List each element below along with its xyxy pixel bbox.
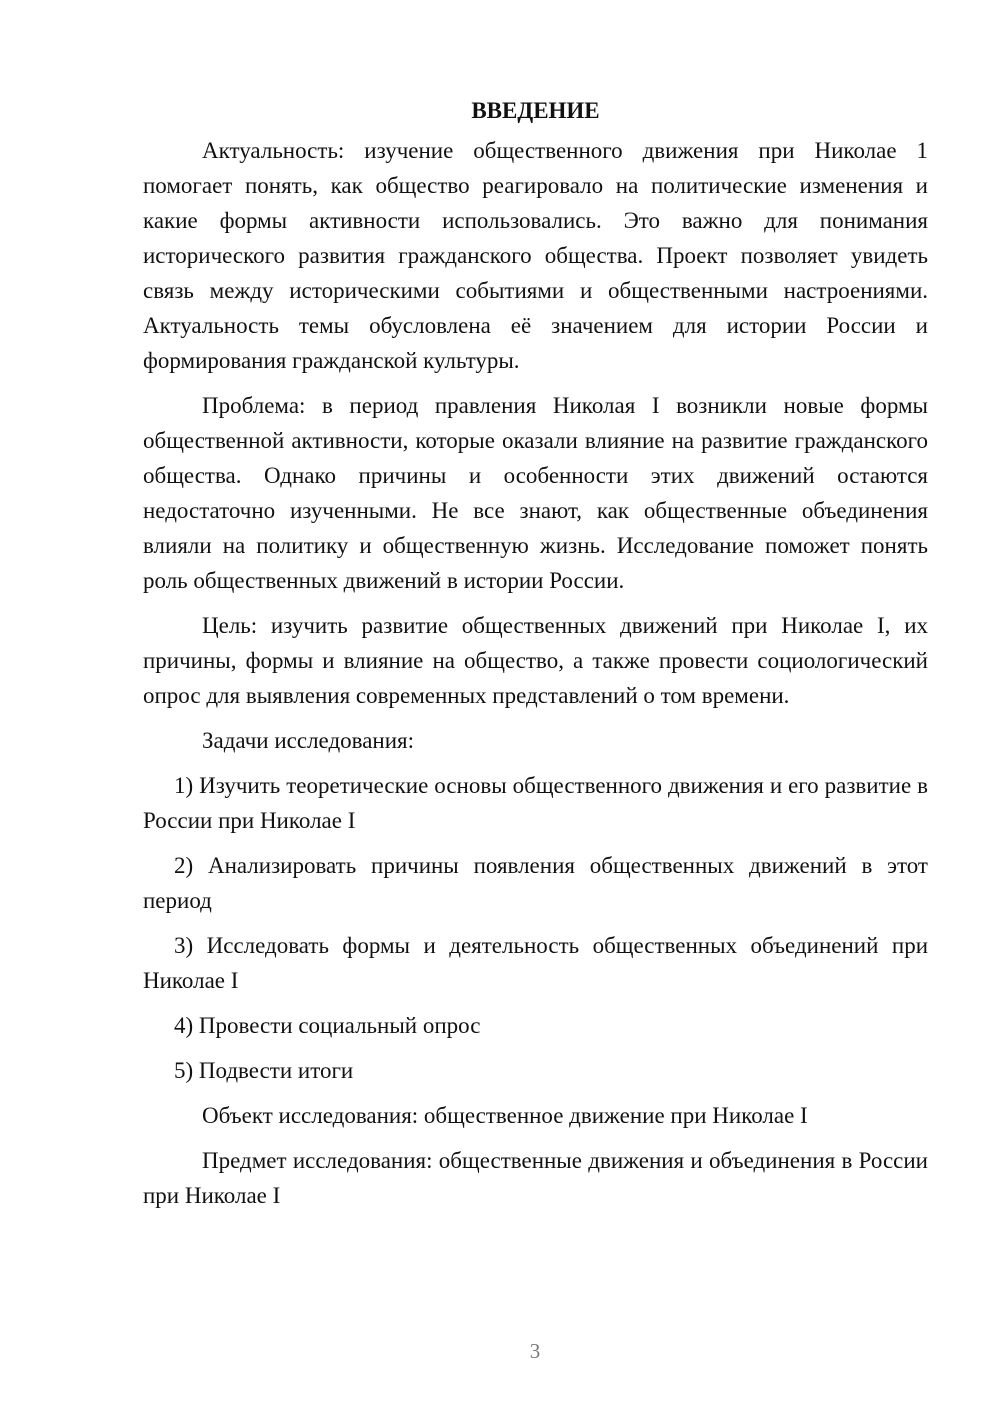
goal-paragraph: Цель: изучить развитие общественных движений при Николае I, их причины, формы и влияние на общество, а также провести социологический опрос для выявления современных представлений о том времени. <box>143 613 928 708</box>
task-item-3: 3) Исследовать формы и деятельность общественных объединений при Николае I <box>143 933 928 993</box>
research-subject-paragraph: Предмет исследования: общественные движения и объединения в России при Николае I <box>143 1148 928 1208</box>
document-body <box>143 95 928 1223</box>
research-object-paragraph: Объект исследования: общественное движение при Николае I <box>202 1103 808 1128</box>
problem-paragraph: Проблема: в период правления Николая I возникли новые формы общественной активности, которые оказали влияние на развитие гражданского общества. Однако причины и особенности этих движений остаются недостаточно изученными. Не все знают, как общественные объединения влияли на политику и общественную жизнь. Исследование поможет понять роль общественных движений в истории России. <box>143 393 928 593</box>
task-item-1: 1) Изучить теоретические основы общественного движения и его развитие в России при Николае I <box>143 773 928 833</box>
task-item-2: 2) Анализировать причины появления общественных движений в этот период <box>143 853 928 913</box>
relevance-paragraph: Актуальность: изучение общественного движения при Николае 1 помогает понять, как общество реагировало на политические изменения и какие формы активности использовались. Это важно для понимания исторического развития гражданского общества. Проект позволяет увидеть связь между историческими событиями и общественными настроениями. Актуальность темы обусловлена её значением для истории России и формирования гражданской культуры. <box>143 138 928 373</box>
task-item-5: 5) Подвести итоги <box>174 1058 354 1083</box>
page-title: ВВЕДЕНИЕ <box>471 98 600 123</box>
page-number: 3 <box>529 1339 541 1363</box>
task-item-4: 4) Провести социальный опрос <box>174 1013 481 1038</box>
tasks-heading: Задачи исследования: <box>202 728 415 753</box>
tasks-list <box>143 768 928 1088</box>
